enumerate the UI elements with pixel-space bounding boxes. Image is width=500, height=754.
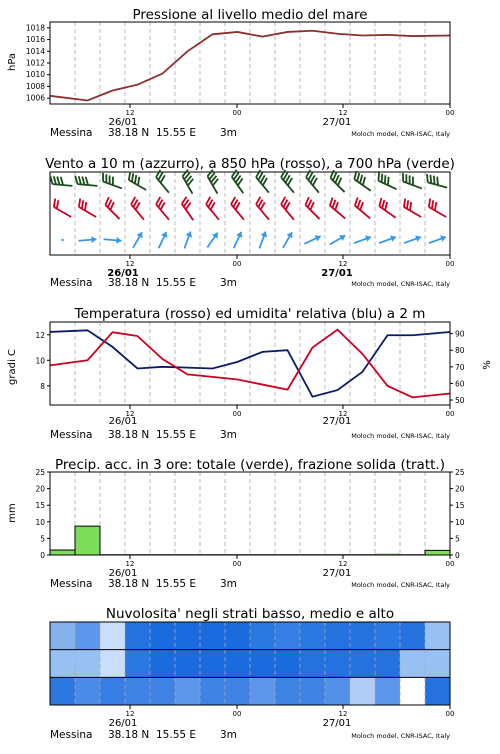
cloud-cell: [325, 622, 350, 650]
y-tick-label: 1016: [25, 35, 45, 45]
x-tick-label: 12: [125, 410, 135, 418]
cloud-cell: [75, 677, 100, 705]
wind-barb: [376, 172, 400, 189]
wind-barb: [204, 231, 220, 250]
cloud-cell: [150, 622, 175, 650]
y-tick-label: 10: [35, 356, 45, 366]
cloud-cell: [350, 622, 375, 650]
x-tick-label: 00: [445, 560, 455, 568]
barb-feather: [53, 176, 57, 184]
precip-title: Precip. acc. in 3 ore: totale (verde), frazione solida (tratt.): [55, 457, 445, 473]
x-tick-label: 00: [232, 109, 242, 117]
cloud-cell: [425, 677, 450, 705]
temp-title: Temperatura (rosso) ed umidita' relativa (blu) a 2 m: [74, 306, 426, 322]
wind-barb: [231, 230, 245, 249]
wind-barb: [328, 170, 350, 192]
barb-feather: [100, 173, 106, 182]
cloud-cell: [375, 622, 400, 650]
wind-barb: [425, 174, 449, 188]
cloud-cell: [350, 650, 375, 678]
y-right-tick-label: 10: [455, 517, 465, 527]
precip-ylabel: mm: [7, 503, 18, 523]
temp-ylabel-right: %: [482, 360, 493, 370]
precip-bar: [425, 550, 450, 555]
wind-barb: [377, 198, 400, 218]
cloud-cell: [200, 650, 225, 678]
barb-feather: [425, 174, 430, 183]
y-right-tick-label: 50: [455, 396, 465, 406]
y-tick-label: 8: [40, 381, 45, 391]
cloud-cell: [150, 650, 175, 678]
y-right-tick-label: 15: [455, 501, 465, 511]
wind-barb: [400, 173, 424, 188]
precip-bar: [50, 550, 75, 555]
cloud-cell: [425, 650, 450, 678]
wind-barb: [254, 170, 275, 193]
y-tick-label: 15: [35, 501, 45, 511]
location-lon: 15.55 E: [156, 578, 197, 590]
x-date-label: 26/01: [108, 117, 138, 128]
barb-feather: [82, 177, 86, 185]
calm-dot: [61, 239, 63, 241]
y-right-tick-label: 70: [455, 362, 465, 372]
cloud-cell: [200, 622, 225, 650]
location-city: Messina: [50, 578, 93, 590]
y-right-tick-label: 90: [455, 329, 465, 339]
x-tick-label: 12: [338, 410, 348, 418]
x-tick-label: 12: [125, 560, 135, 568]
y-tick-label: 5: [40, 534, 45, 544]
precip-bar: [75, 526, 100, 555]
cloud-cell: [175, 677, 200, 705]
cloud-cell: [400, 650, 425, 678]
y-tick-label: 12: [35, 330, 45, 340]
wind-barb: [353, 234, 372, 247]
location-line-4: [50, 578, 450, 590]
y-tick-label: 1010: [25, 70, 45, 80]
wind-barb: [180, 197, 200, 220]
wind-arrow-head: [236, 230, 244, 237]
pressure-title: Pressione al livello medio del mare: [132, 7, 368, 23]
wind-barb: [100, 173, 124, 188]
cloud-cell: [50, 622, 75, 650]
wind-barb: [280, 230, 295, 249]
wind-barb: [328, 198, 351, 219]
x-tick-label: 00: [232, 410, 242, 418]
x-tick-label: 12: [338, 109, 348, 117]
x-date-label: 27/01: [321, 268, 353, 279]
cloud-cell: [225, 650, 250, 678]
wind-barb: [254, 197, 275, 220]
wind-barb: [204, 197, 225, 220]
location-line-5: [50, 729, 450, 741]
wind-arrow-head: [315, 233, 322, 241]
cloud-cell: [75, 650, 100, 678]
cloud-cell: [175, 622, 200, 650]
barb-feather: [376, 172, 382, 181]
model-credit: Moloch model, CNR-ISAC, Italy: [351, 280, 450, 288]
wind-barb: [401, 199, 425, 217]
cloud-cell: [250, 622, 275, 650]
x-date-label: 27/01: [322, 416, 352, 427]
y-tick-label: 25: [35, 468, 45, 477]
barb-feather: [400, 173, 406, 182]
cloud-cell: [75, 622, 100, 650]
x-tick-label: 12: [125, 260, 135, 268]
wind-barb: [181, 230, 194, 249]
location-alt: 3m: [220, 578, 237, 590]
location-line-1: [50, 127, 450, 139]
location-lat: 38.18 N: [108, 277, 150, 289]
wind-arrow-head: [136, 230, 145, 238]
cloud-cell: [200, 677, 225, 705]
x-date-label: 26/01: [108, 416, 138, 427]
cloud-cell: [100, 622, 125, 650]
cloud-cell: [125, 622, 150, 650]
wind-barb: [103, 236, 122, 245]
x-tick-label: 12: [125, 710, 135, 718]
wind-barb: [378, 234, 397, 247]
y-right-tick-label: 60: [455, 379, 465, 389]
location-lon: 15.55 E: [156, 729, 197, 741]
x-date-label: 26/01: [108, 718, 138, 729]
wind-arrow-head: [116, 237, 122, 244]
cloud-cell: [400, 622, 425, 650]
wind-barb: [78, 236, 97, 245]
wind-barb: [103, 197, 125, 219]
x-tick-label: 12: [338, 710, 348, 718]
wind-barb: [352, 171, 375, 191]
y-tick-label: 20: [35, 484, 45, 494]
x-tick-label: 12: [125, 109, 135, 117]
wind-title: Vento a 10 m (azzurro), a 850 hPa (rosso), a 700 hPa (verde): [45, 156, 455, 172]
cloud-cell: [175, 650, 200, 678]
x-tick-label: 00: [445, 710, 455, 718]
cloud-cell: [50, 650, 75, 678]
wind-barb: [428, 234, 447, 247]
x-date-label: 27/01: [322, 718, 352, 729]
y-right-tick-label: 25: [455, 468, 465, 477]
location-lon: 15.55 E: [156, 429, 197, 441]
barb-feather: [57, 177, 61, 185]
temp-ylabel: gradi C: [7, 349, 18, 385]
x-tick-label: 00: [445, 410, 455, 418]
wind-arrow-head: [286, 230, 295, 238]
cloud-cell: [150, 677, 175, 705]
wind-barb: [50, 176, 74, 186]
x-date-label: 26/01: [107, 268, 139, 279]
cloud-cell: [225, 622, 250, 650]
cloud-cell: [375, 650, 400, 678]
cloud-cell: [250, 677, 275, 705]
wind-barb: [206, 170, 224, 194]
pressure-ylabel: hPa: [7, 52, 18, 72]
x-tick-label: 00: [232, 710, 242, 718]
cloud-cell: [400, 677, 425, 705]
y-tick-label: 10: [35, 517, 45, 527]
model-credit: Moloch model, CNR-ISAC, Italy: [351, 732, 450, 740]
wind-arrow-head: [161, 230, 169, 237]
wind-barb: [61, 239, 63, 241]
wind-barb: [304, 170, 325, 193]
x-date-label: 27/01: [322, 117, 352, 128]
barb-feather: [85, 177, 89, 185]
wind-barb: [303, 233, 322, 247]
wind-arrow-head: [339, 232, 347, 241]
wind-barb: [403, 234, 422, 247]
location-city: Messina: [50, 729, 93, 741]
wind-barb: [130, 230, 145, 249]
cloud-cell: [425, 622, 450, 650]
cloud-cell: [275, 622, 300, 650]
x-date-label: 26/01: [108, 568, 138, 579]
location-lon: 15.55 E: [156, 277, 197, 289]
location-lat: 38.18 N: [108, 729, 150, 741]
location-alt: 3m: [220, 729, 237, 741]
cloud-cell: [50, 677, 75, 705]
y-right-tick-label: 5: [455, 534, 460, 544]
wind-barb: [76, 199, 100, 217]
wind-barb: [230, 170, 250, 193]
x-date-label: 27/01: [322, 568, 352, 579]
wind-arrow-head: [91, 236, 97, 243]
wind-barb: [229, 197, 250, 220]
cloud-cell: [100, 677, 125, 705]
cloud-cell: [125, 650, 150, 678]
cloud-cell: [300, 622, 325, 650]
barb-feather: [78, 176, 82, 184]
y-tick-label: 1008: [25, 81, 45, 91]
cloud-cell: [225, 677, 250, 705]
y-tick-label: 1018: [25, 23, 45, 33]
wind-barb: [256, 230, 269, 249]
x-tick-label: 00: [445, 260, 455, 268]
cloud-cell: [250, 650, 275, 678]
wind-barb: [181, 170, 199, 194]
y-right-tick-label: 80: [455, 346, 465, 356]
location-line-3: [50, 429, 450, 441]
y-tick-label: 1012: [25, 58, 45, 68]
cloud-cell: [100, 650, 125, 678]
location-city: Messina: [50, 277, 93, 289]
wind-barb: [129, 197, 150, 220]
cloud-cell: [275, 677, 300, 705]
x-tick-label: 00: [445, 109, 455, 117]
wind-barb: [353, 198, 376, 219]
y-right-tick-label: 20: [455, 484, 465, 494]
location-city: Messina: [50, 127, 93, 139]
location-lat: 38.18 N: [108, 578, 150, 590]
wind-barb: [126, 172, 150, 190]
location-lat: 38.18 N: [108, 127, 150, 139]
wind-barb: [154, 170, 175, 193]
cloud-cell: [350, 677, 375, 705]
cloud-cell: [300, 677, 325, 705]
model-credit: Moloch model, CNR-ISAC, Italy: [351, 581, 450, 589]
x-tick-label: 12: [338, 260, 348, 268]
x-tick-label: 12: [338, 560, 348, 568]
wind-barb: [328, 232, 347, 247]
y-right-tick-label: 0: [455, 551, 460, 560]
cloud-cell: [275, 650, 300, 678]
x-tick-label: 00: [232, 560, 242, 568]
cloud-cell: [300, 650, 325, 678]
cloud-cell: [325, 650, 350, 678]
model-credit: Moloch model, CNR-ISAC, Italy: [351, 130, 450, 138]
location-lon: 15.55 E: [156, 127, 197, 139]
y-tick-label: 1014: [25, 46, 45, 56]
wind-barb: [75, 176, 99, 186]
location-alt: 3m: [220, 277, 237, 289]
y-tick-label: 0: [40, 551, 45, 560]
cloud-cell: [325, 677, 350, 705]
model-credit: Moloch model, CNR-ISAC, Italy: [351, 432, 450, 440]
cloud-cell: [125, 677, 150, 705]
location-alt: 3m: [220, 429, 237, 441]
barb-feather: [60, 177, 64, 185]
wind-barb: [303, 197, 325, 219]
wind-barb: [279, 197, 300, 220]
location-alt: 3m: [220, 127, 237, 139]
cloud-cell: [375, 677, 400, 705]
y-tick-label: 1006: [25, 93, 45, 103]
wind-barb: [154, 197, 175, 220]
wind-barb: [51, 199, 75, 217]
wind-barb: [426, 199, 450, 217]
location-city: Messina: [50, 429, 93, 441]
wind-barb: [156, 230, 170, 249]
wind-barb: [279, 170, 300, 193]
x-tick-label: 00: [232, 260, 242, 268]
cloud-title: Nuvolosita' negli strati basso, medio e alto: [105, 606, 395, 622]
location-lat: 38.18 N: [108, 429, 150, 441]
